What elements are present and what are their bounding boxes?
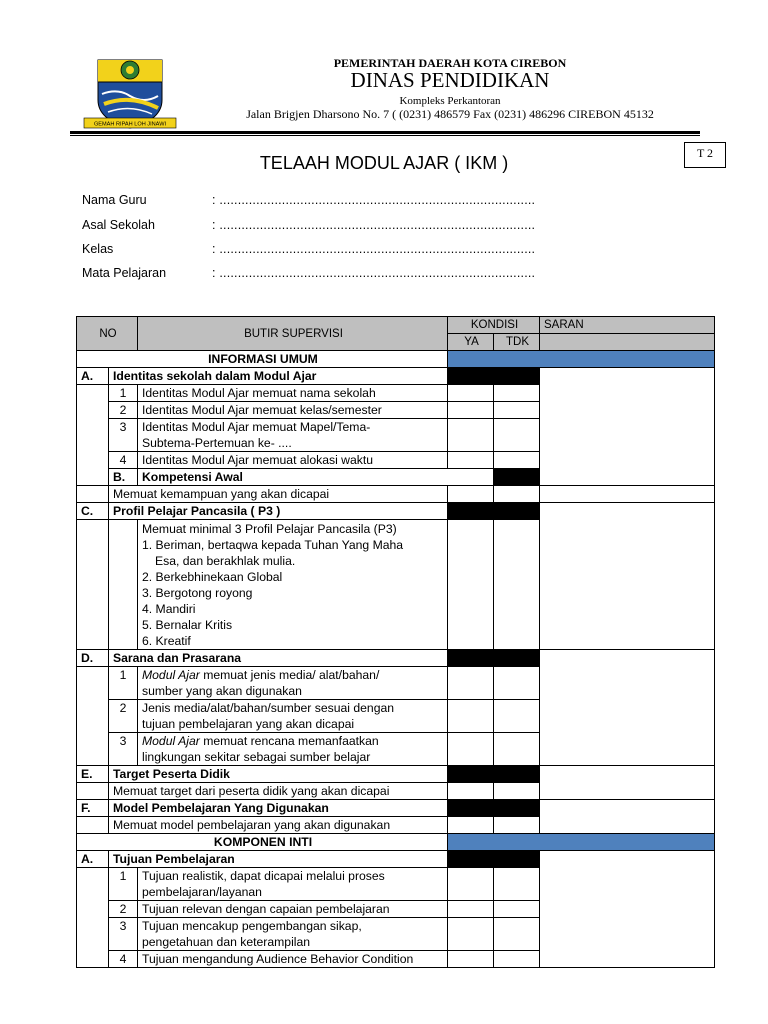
check-tdk[interactable] [494,783,540,800]
p3-item: 4. Mandiri [142,602,196,616]
group-title: Sarana dan Prasarana [109,650,448,667]
kondisi-blocked [448,851,494,868]
check-ya[interactable] [448,419,494,452]
check-tdk[interactable] [494,452,540,469]
logo-motto-text: GEMAH RIPAH LOH JINAWI [93,121,167,128]
section-shade [448,834,715,851]
check-ya[interactable] [448,901,494,918]
kondisi-blocked [448,650,494,667]
group-spacer [77,868,109,968]
item-line: Tujuan realistik, dapat dicapai melalui proses [142,869,385,883]
item-number: 2 [109,700,138,733]
kondisi-blocked [494,851,540,868]
check-tdk[interactable] [494,486,540,503]
p3-item: 6. Kreatif [142,634,191,648]
check-ya[interactable] [448,733,494,766]
header-saran: SARAN [540,317,715,334]
item-line: tujuan pembelajaran yang akan dicapai [142,717,355,731]
item-text: Identitas Modul Ajar memuat kelas/semester [138,402,448,419]
office-address: Jalan Brigjen Dharsono No. 7 ( (0231) 486579 Fax (0231) 486296 CIREBON 45132 [246,107,654,121]
field-label-mata-pelajaran: Mata Pelajaran [82,266,167,280]
field-label-kelas: Kelas [82,242,114,256]
item-text: Identitas Modul Ajar memuat nama sekolah [138,385,448,402]
section-shade [448,351,715,368]
item-number: 3 [109,733,138,766]
group-spacer [77,385,109,486]
section-informasi-umum: INFORMASI UMUM [77,351,448,368]
saran-cell[interactable] [540,766,715,800]
check-ya[interactable] [448,402,494,419]
check-ya[interactable] [448,918,494,951]
check-ya[interactable] [448,700,494,733]
group-spacer [77,486,109,503]
field-value-asal-sekolah[interactable]: : ...................................................................................... [212,218,536,232]
group-spacer [77,817,109,834]
check-tdk[interactable] [494,520,540,650]
item-number: 1 [109,385,138,402]
group-spacer [77,520,109,650]
item-number: 2 [109,402,138,419]
group-letter: B. [109,469,138,486]
item-line: sumber yang akan digunakan [142,684,302,698]
item-number: 4 [109,951,138,968]
document-title: TELAAH MODUL AJAR ( IKM ) [259,153,509,173]
group-letter: A. [77,368,109,385]
check-ya[interactable] [448,452,494,469]
group-letter: E. [77,766,109,783]
item-line: memuat jenis media/ alat/bahan/ [199,668,380,682]
group-letter: D. [77,650,109,667]
supervision-table [76,316,715,968]
field-label-nama-guru: Nama Guru [82,193,147,207]
item-text: Identitas Modul Ajar memuat alokasi waktu [138,452,448,469]
kondisi-blocked [494,800,540,817]
p3-item: 5. Bernalar Kritis [142,618,233,632]
group-title: Kompetensi Awal [138,469,494,486]
header-ya: YA [448,334,494,351]
check-ya[interactable] [448,385,494,402]
letterhead-rule-thin [70,135,700,136]
saran-cell[interactable] [540,851,715,968]
saran-cell[interactable] [540,368,715,486]
item-text [138,520,448,650]
kondisi-blocked [494,766,540,783]
item-line: Identitas Modul Ajar memuat Mapel/Tema- [142,420,371,434]
kondisi-blocked [448,503,494,520]
item-text: Memuat model pembelajaran yang akan digunakan [109,817,448,834]
field-value-mata-pelajaran[interactable]: : ...................................................................................... [212,266,536,280]
item-number: 2 [109,901,138,918]
header-butir-supervisi: BUTIR SUPERVISI [138,317,448,351]
item-number: 1 [109,868,138,901]
check-ya[interactable] [448,486,494,503]
p3-intro: Memuat minimal 3 Profil Pelajar Pancasila (P3) [142,522,397,536]
item-line: Jenis media/alat/bahan/sumber sesuai dengan [142,701,395,715]
field-value-kelas[interactable]: : ...................................................................................... [212,242,536,256]
check-tdk[interactable] [494,733,540,766]
form-code-box: T 2 [684,142,726,168]
check-tdk[interactable] [494,901,540,918]
check-ya[interactable] [448,868,494,901]
item-text [138,419,448,452]
item-line: Subtema-Pertemuan ke- .... [142,436,292,450]
header-kondisi: KONDISI [448,317,540,334]
group-spacer [77,783,109,800]
item-number: 3 [109,419,138,452]
check-ya[interactable] [448,520,494,650]
item-text [138,868,448,901]
saran-cell[interactable] [540,800,715,834]
header-tdk: TDK [494,334,540,351]
p3-item: 1. Beriman, bertaqwa kepada Tuhan Yang Maha [142,538,404,552]
group-title: Profil Pelajar Pancasila ( P3 ) [109,503,448,520]
item-text [138,667,448,700]
group-letter: C. [77,503,109,520]
department-name: DINAS PENDIDIKAN [350,68,550,92]
check-tdk[interactable] [494,868,540,901]
group-letter: F. [77,800,109,817]
p3-item-cont: Esa, dan berakhlak mulia. [155,554,296,568]
saran-cell[interactable] [540,650,715,766]
kondisi-blocked [448,368,494,385]
item-line: pengetahuan dan keterampilan [142,935,311,949]
check-ya[interactable] [448,783,494,800]
kondisi-blocked [494,503,540,520]
group-spacer [77,667,109,766]
check-tdk[interactable] [494,667,540,700]
check-tdk[interactable] [494,419,540,452]
kondisi-blocked [448,766,494,783]
header-no: NO [77,317,138,351]
office-complex: Kompleks Perkantoran [399,95,501,107]
kondisi-blocked [494,650,540,667]
item-text: Memuat target dari peserta didik yang akan dicapai [109,783,448,800]
check-ya[interactable] [448,951,494,968]
kondisi-blocked [494,368,540,385]
check-tdk[interactable] [494,385,540,402]
kondisi-blocked [448,800,494,817]
check-ya[interactable] [448,817,494,834]
group-title: Target Peserta Didik [109,766,448,783]
item-number-empty [109,520,138,650]
item-line: Tujuan mencakup pengembangan sikap, [142,919,362,933]
section-komponen-inti: KOMPONEN INTI [77,834,448,851]
field-value-nama-guru[interactable]: : ...................................................................................... [212,193,536,207]
check-tdk[interactable] [494,918,540,951]
cirebon-emblem-logo [78,54,182,132]
item-line: memuat rencana memanfaatkan [199,734,379,748]
field-label-asal-sekolah: Asal Sekolah [82,218,155,232]
header-saran-sub [540,334,715,351]
letterhead-rule [70,131,700,134]
item-number: 3 [109,918,138,951]
item-line: pembelajaran/layanan [142,885,262,899]
item-text: Memuat kemampuan yang akan dicapai [109,486,448,503]
item-emphasis: Modul Ajar [142,734,200,748]
item-number: 4 [109,452,138,469]
item-text [138,700,448,733]
item-text: Tujuan relevan dengan capaian pembelajaran [138,901,448,918]
group-title: Model Pembelajaran Yang Digunakan [109,800,448,817]
government-name: PEMERINTAH DAERAH KOTA CIREBON [333,56,567,70]
item-text [138,918,448,951]
group-letter: A. [77,851,109,868]
saran-cell[interactable] [540,503,715,650]
item-number: 1 [109,667,138,700]
item-line: lingkungan sekitar sebagai sumber belajar [142,750,371,764]
check-ya[interactable] [448,667,494,700]
check-tdk[interactable] [494,951,540,968]
check-tdk[interactable] [494,817,540,834]
p3-item: 2. Berkebhinekaan Global [142,570,283,584]
check-tdk[interactable] [494,402,540,419]
item-text: Tujuan mengandung Audience Behavior Condition [138,951,448,968]
group-title: Identitas sekolah dalam Modul Ajar [109,368,448,385]
item-emphasis: Modul Ajar [142,668,200,682]
check-tdk[interactable] [494,700,540,733]
item-text [138,733,448,766]
p3-item: 3. Bergotong royong [142,586,253,600]
kondisi-blocked [494,469,540,486]
group-title: Tujuan Pembelajaran [109,851,448,868]
